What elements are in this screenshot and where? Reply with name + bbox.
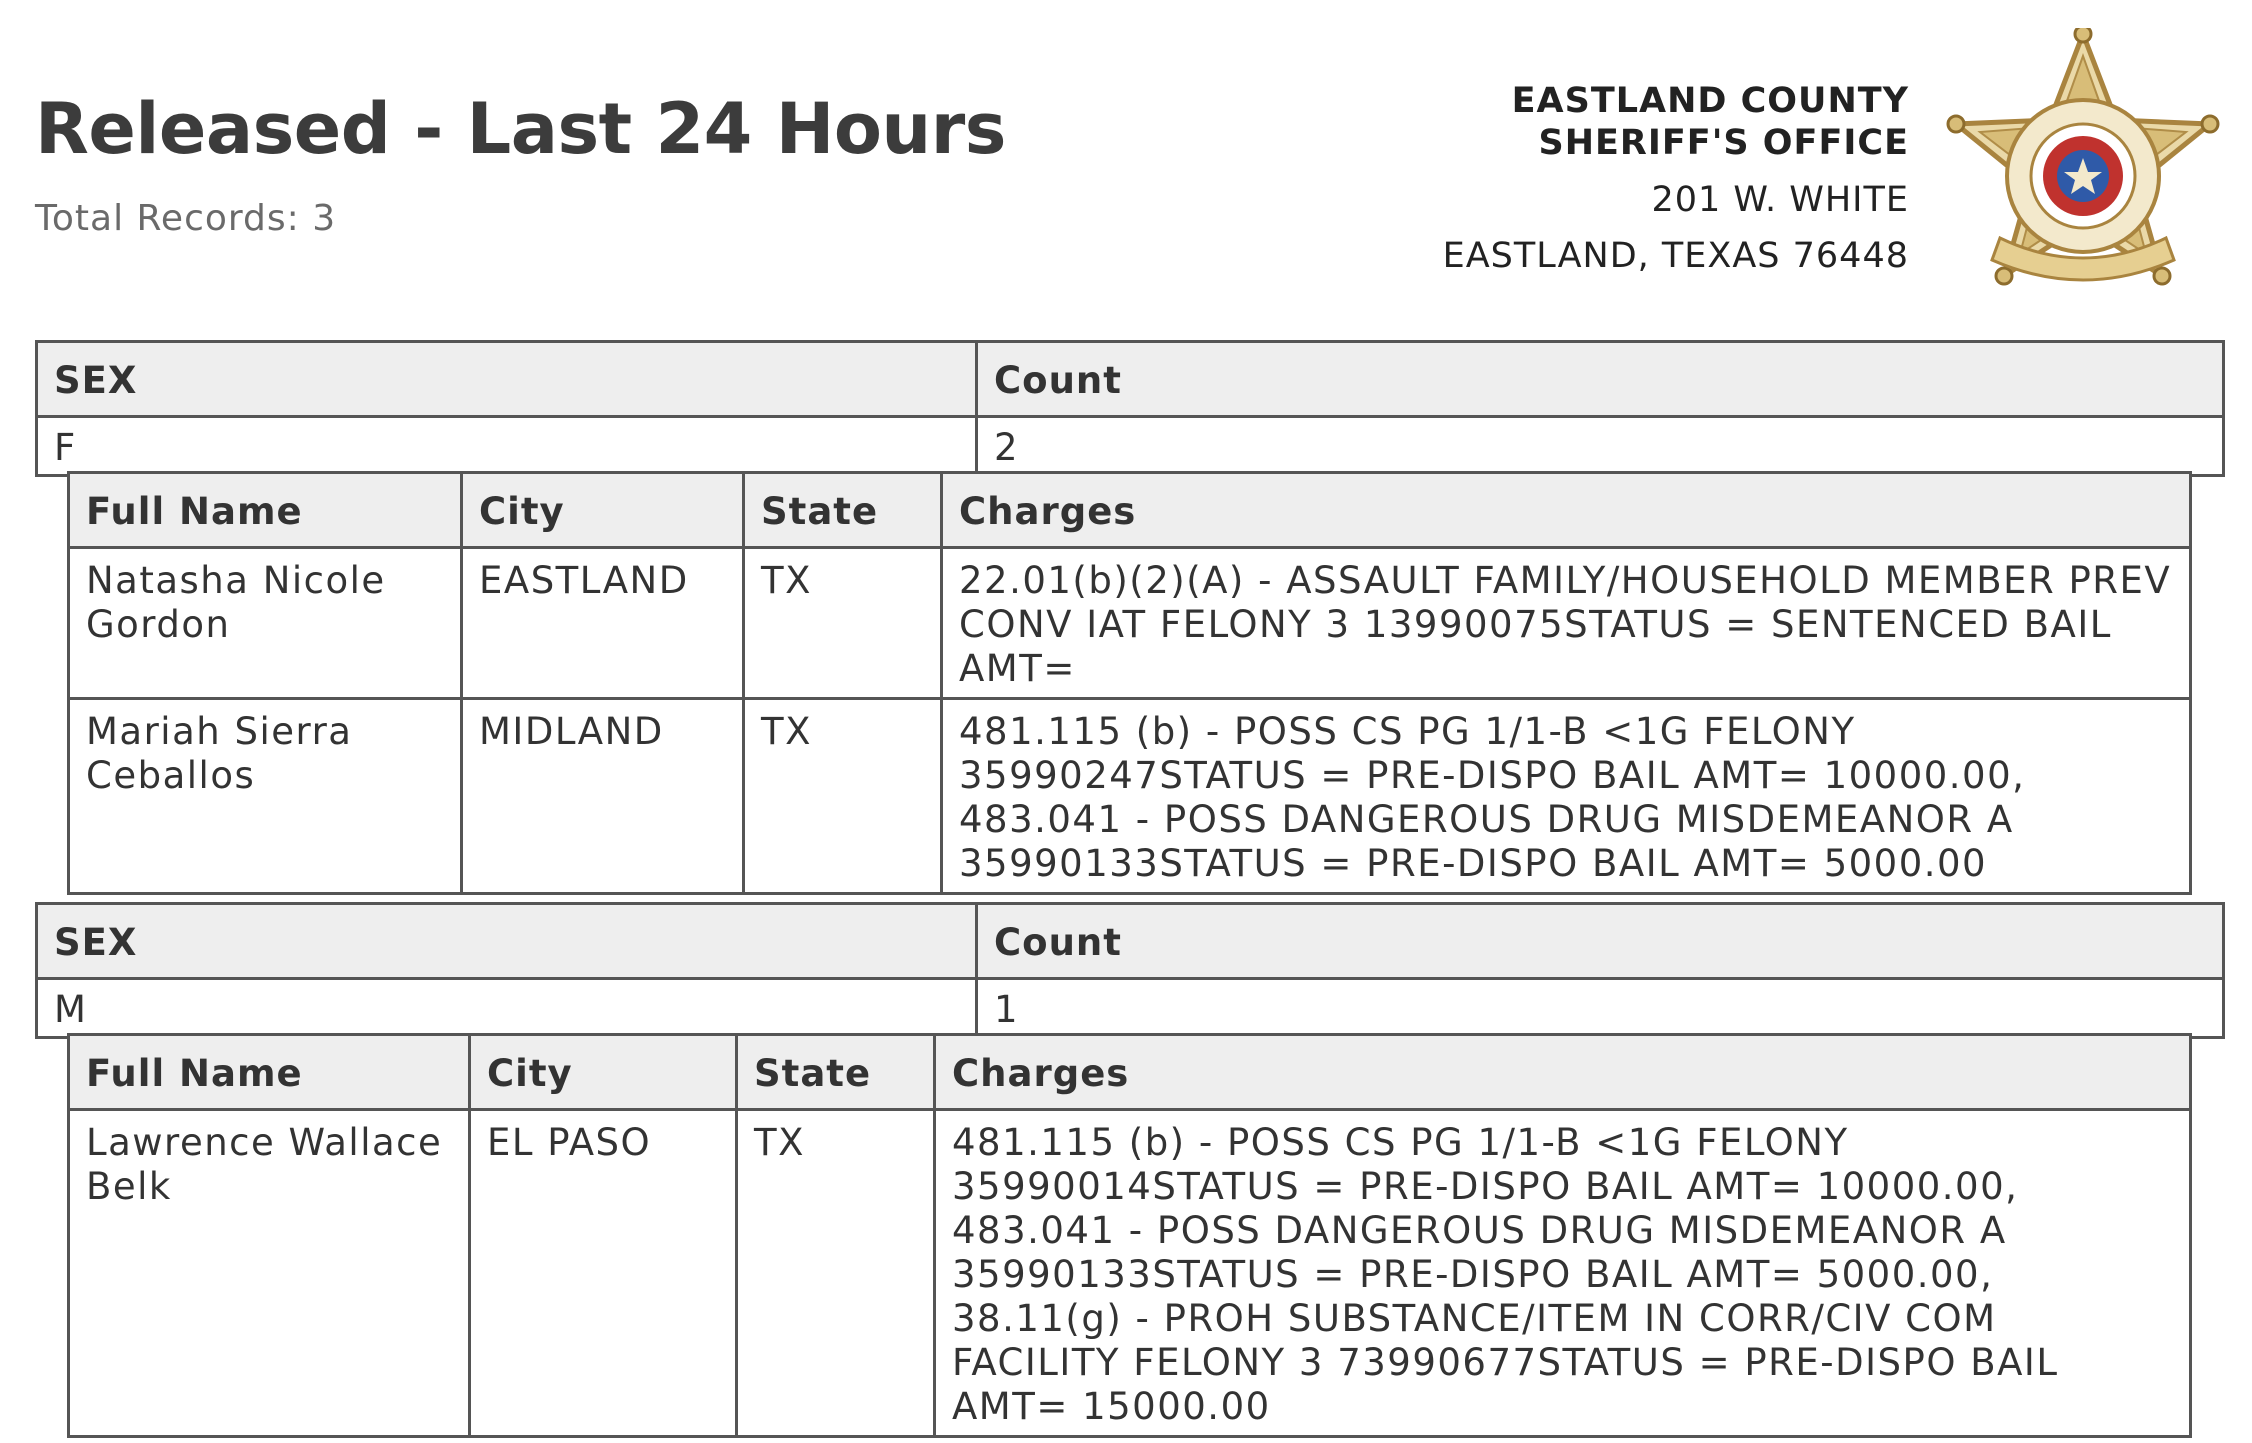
- agency-city-state-zip: EASTLAND, TEXAS 76448: [1442, 236, 1909, 276]
- state-cell: TX: [737, 1110, 935, 1437]
- agency-name: EASTLAND COUNTY SHERIFF'S OFFICE: [1511, 81, 1909, 163]
- state-cell: TX: [744, 548, 942, 699]
- agency-address: 201 W. WHITE: [1651, 180, 1909, 220]
- table-row: [69, 699, 2191, 894]
- city-cell: MIDLAND: [462, 699, 744, 894]
- charges-cell: 481.115 (b) - POSS CS PG 1/1-B <1G FELONY 35990014STATUS = PRE-DISPO BAIL AMT= 10000.00, 483.041 - POSS DANGEROUS DRUG MISDEMEANOR A 35990133STATUS = PRE-DISPO BAIL AMT= 5000.00, 38.11(g) - PROH SUBSTANCE/ITEM IN CORR/CIV COM FACILITY FELONY 3 73990677STATUS = PRE-DISPO BAIL AMT= 15000.00: [935, 1110, 2191, 1437]
- full-name-cell: Lawrence Wallace Belk: [69, 1110, 470, 1437]
- count-value: 1: [977, 979, 2224, 1038]
- full-name-column-header: Full Name: [69, 1035, 470, 1110]
- agency-info: [1289, 80, 1909, 276]
- full-name-cell: Natasha Nicole Gordon: [69, 548, 462, 699]
- table-row: [69, 548, 2191, 699]
- released-persons-table: [67, 1033, 2192, 1438]
- sex-column-header: SEX: [37, 342, 977, 417]
- city-column-header: City: [470, 1035, 737, 1110]
- table-row: [37, 979, 2224, 1038]
- sheriff-star-badge-icon: [1938, 28, 2228, 306]
- page-title: Released - Last 24 Hours: [35, 88, 1006, 170]
- count-value: 2: [977, 417, 2224, 476]
- charges-column-header: Charges: [935, 1035, 2191, 1110]
- count-column-header: Count: [977, 904, 2224, 979]
- sex-summary-table: [35, 340, 2225, 477]
- sex-value: F: [37, 417, 977, 476]
- state-column-header: State: [737, 1035, 935, 1110]
- city-cell: EL PASO: [470, 1110, 737, 1437]
- state-cell: TX: [744, 699, 942, 894]
- table-row: [69, 1110, 2191, 1437]
- charges-cell: 481.115 (b) - POSS CS PG 1/1-B <1G FELONY 35990247STATUS = PRE-DISPO BAIL AMT= 10000.00, 483.041 - POSS DANGEROUS DRUG MISDEMEANOR A 35990133STATUS = PRE-DISPO BAIL AMT= 5000.00: [942, 699, 2191, 894]
- released-persons-table: [67, 471, 2192, 895]
- total-records-count: Total Records: 3: [35, 198, 337, 239]
- charges-cell: 22.01(b)(2)(A) - ASSAULT FAMILY/HOUSEHOLD MEMBER PREV CONV IAT FELONY 3 13990075STATUS = SENTENCED BAIL AMT=: [942, 548, 2191, 699]
- full-name-column-header: Full Name: [69, 473, 462, 548]
- city-column-header: City: [462, 473, 744, 548]
- city-cell: EASTLAND: [462, 548, 744, 699]
- table-row: [37, 417, 2224, 476]
- sex-column-header: SEX: [37, 904, 977, 979]
- sex-summary-table: [35, 902, 2225, 1039]
- state-column-header: State: [744, 473, 942, 548]
- full-name-cell: Mariah Sierra Ceballos: [69, 699, 462, 894]
- count-column-header: Count: [977, 342, 2224, 417]
- charges-column-header: Charges: [942, 473, 2191, 548]
- sex-value: M: [37, 979, 977, 1038]
